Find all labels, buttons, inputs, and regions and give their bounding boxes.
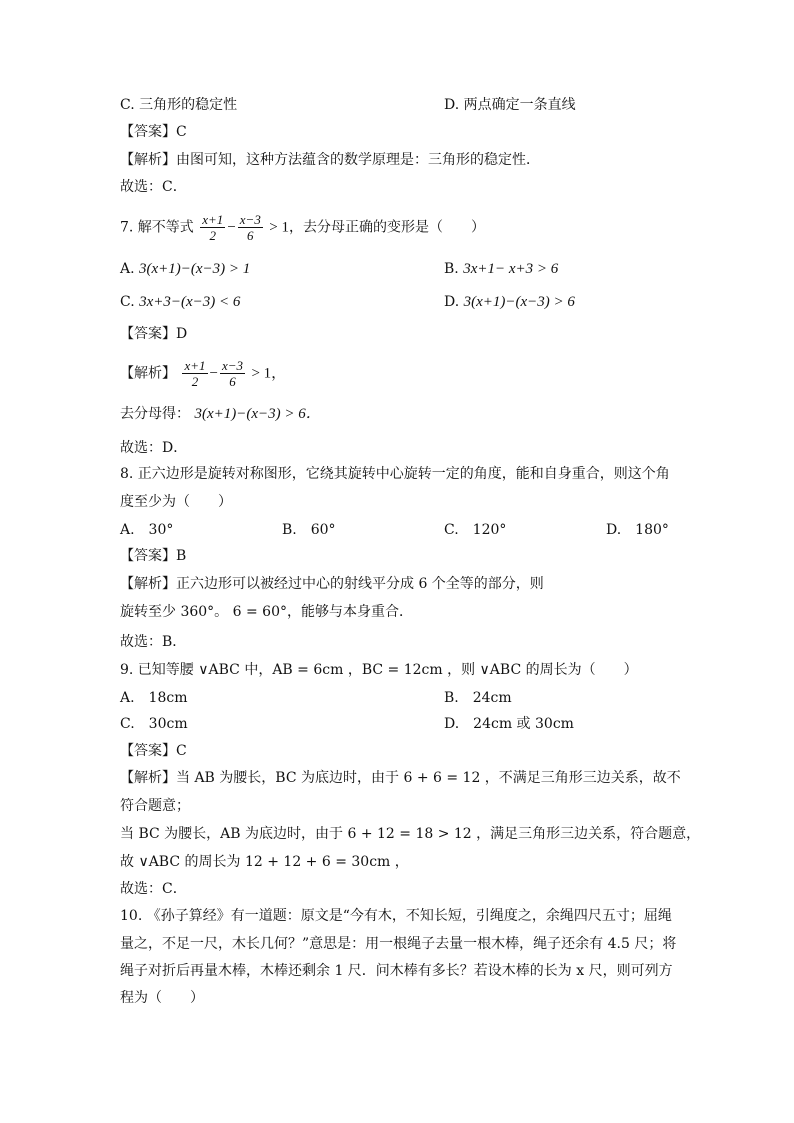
- q8-stem-line-1: 8. 正六边形是旋转对称图形，它绕其旋转中心旋转一定的角度，能和自身重合，则这个角: [120, 466, 670, 482]
- q10-stem-line-3: 绳子对折后再量木棒，木棒还剩余 1 尺．问木棒有多长？若设木棒的长为 x 尺，则可列方: [120, 963, 673, 979]
- q7-analysis-tail: > 1，: [251, 365, 287, 382]
- q10-stem-line-2: 量之，不足一尺，木长几何？”意思是：用一根绳子去量一根木棒，绳子还余有 4.5 尺；将: [120, 936, 677, 952]
- q7-option-d: [444, 292, 575, 312]
- q9-option-b: B. 24cm: [444, 690, 512, 706]
- q8-option-a: A. 30°: [120, 522, 174, 538]
- q8-analysis-line-2: 旋转至少 360°。 6 = 60°，能够与本身重合．: [120, 604, 413, 620]
- q7-analysis-label: 【解析】: [120, 365, 176, 382]
- q7-answer: 【答案】D: [120, 326, 188, 342]
- q7-analysis: 【解析】 $\frac{x+1}{2}$ − $\frac{x-3}{6}$ > 1，: [120, 358, 287, 389]
- q7-fraction-2-num: x−3: [239, 212, 261, 227]
- q7-option-c-expr: 3x+3−(x−3) < 6: [139, 294, 241, 310]
- q8-conclusion: 故选：B．: [120, 634, 187, 650]
- q7-option-a: [120, 259, 250, 279]
- q7-fraction-1: [200, 212, 225, 243]
- q9-option-d: D. 24cm 或 30cm: [444, 716, 574, 732]
- q7-option-b-label: B.: [444, 261, 459, 277]
- q8-stem-line-2: 度至少为（ ）: [120, 494, 232, 510]
- q7-step-label: 去分母得：: [120, 406, 190, 422]
- q9-option-a: A. 18cm: [120, 690, 188, 706]
- q7-option-d-expr: 3(x+1)−(x−3) > 6: [463, 294, 575, 310]
- q7-analysis-fraction-2-num: x−3: [221, 358, 244, 373]
- q8-analysis-line-1: 【解析】正六边形可以被经过中心的射线平分成 6 个全等的部分，则: [120, 576, 544, 592]
- q8-option-b: B. 60°: [282, 522, 336, 538]
- q7-step-expr: 3(x+1)−(x−3) > 6．: [194, 406, 321, 422]
- q7-analysis-fraction-2: [220, 358, 245, 389]
- q9-analysis-line-3: 当 BC 为腰长，AB 为底边时，由于 6 + 12 = 18 > 12 ，满足三角形三边关系，符合题意，: [120, 826, 701, 842]
- q6-conclusion: 故选：C．: [120, 179, 187, 195]
- q7-stem-suffix: ，去分母正确的变形是（ ）: [289, 219, 485, 236]
- q7-analysis-fraction-1-num: x+1: [184, 358, 206, 373]
- q7-option-b: [444, 259, 558, 279]
- q7-conclusion: 故选：D．: [120, 440, 188, 456]
- q7-option-b-expr: 3x+1− x+3 > 6: [463, 261, 559, 277]
- q7-fraction-2-den: 6: [247, 228, 254, 243]
- q6-option-c: C. 三角形的稳定性: [120, 97, 238, 113]
- q8-answer: 【答案】B: [120, 548, 187, 564]
- q6-answer: 【答案】C: [120, 124, 187, 140]
- q7-option-a-expr: 3(x+1)−(x−3) > 1: [139, 261, 251, 277]
- q9-analysis-line-2: 符合题意；: [120, 798, 190, 814]
- q7-stem: 7. 解不等式 $\frac{x+1}{2}$ − $\frac{x-3}{6}$ > 1，去分母正确的变形是（ ）: [120, 212, 485, 243]
- q9-conclusion: 故选：C．: [120, 881, 187, 897]
- q7-fraction-1-den: 2: [209, 228, 217, 243]
- q8-option-c: C. 120°: [444, 522, 507, 538]
- q10-stem-line-1: 10. 《孙子算经》有一道题：原文是“今有木，不知长短，引绳度之，余绳四尺五寸；屈绳: [120, 908, 672, 924]
- q6-analysis: 【解析】由图可知，这种方法蕴含的数学原理是：三角形的稳定性．: [120, 152, 540, 168]
- q7-analysis-fraction-2-den: 6: [229, 374, 236, 389]
- q9-answer: 【答案】C: [120, 743, 187, 759]
- q6-option-d: D. 两点确定一条直线: [444, 97, 576, 113]
- q7-step: [120, 404, 321, 424]
- q7-analysis-fraction-1-den: 2: [191, 374, 199, 389]
- q7-option-d-label: D.: [444, 294, 460, 310]
- q7-stem-prefix: 7. 解不等式: [120, 219, 194, 236]
- q7-option-a-label: A.: [120, 261, 135, 277]
- q7-inequality-tail: > 1: [269, 219, 289, 236]
- q9-analysis-line-1: 【解析】当 AB 为腰长，BC 为底边时，由于 6 + 6 = 12 ，不满足三角形三边关系，故不: [120, 770, 681, 786]
- q9-option-c: C. 30cm: [120, 716, 188, 732]
- q7-analysis-fraction-1: [182, 358, 207, 389]
- q9-stem: 9. 已知等腰 ∨ABC 中，AB = 6cm ，BC = 12cm ，则 ∨ABC 的周长为（ ）: [120, 662, 638, 678]
- q7-fraction-1-num: x+1: [202, 212, 224, 227]
- q7-option-c-label: C.: [120, 294, 135, 310]
- q7-fraction-2: [238, 212, 263, 243]
- q10-stem-line-4: 程为（ ）: [120, 990, 204, 1006]
- q7-option-c: [120, 292, 240, 312]
- q9-analysis-line-4: 故 ∨ABC 的周长为 12 + 12 + 6 = 30cm ，: [120, 854, 409, 870]
- q8-option-d: D. 180°: [606, 522, 669, 538]
